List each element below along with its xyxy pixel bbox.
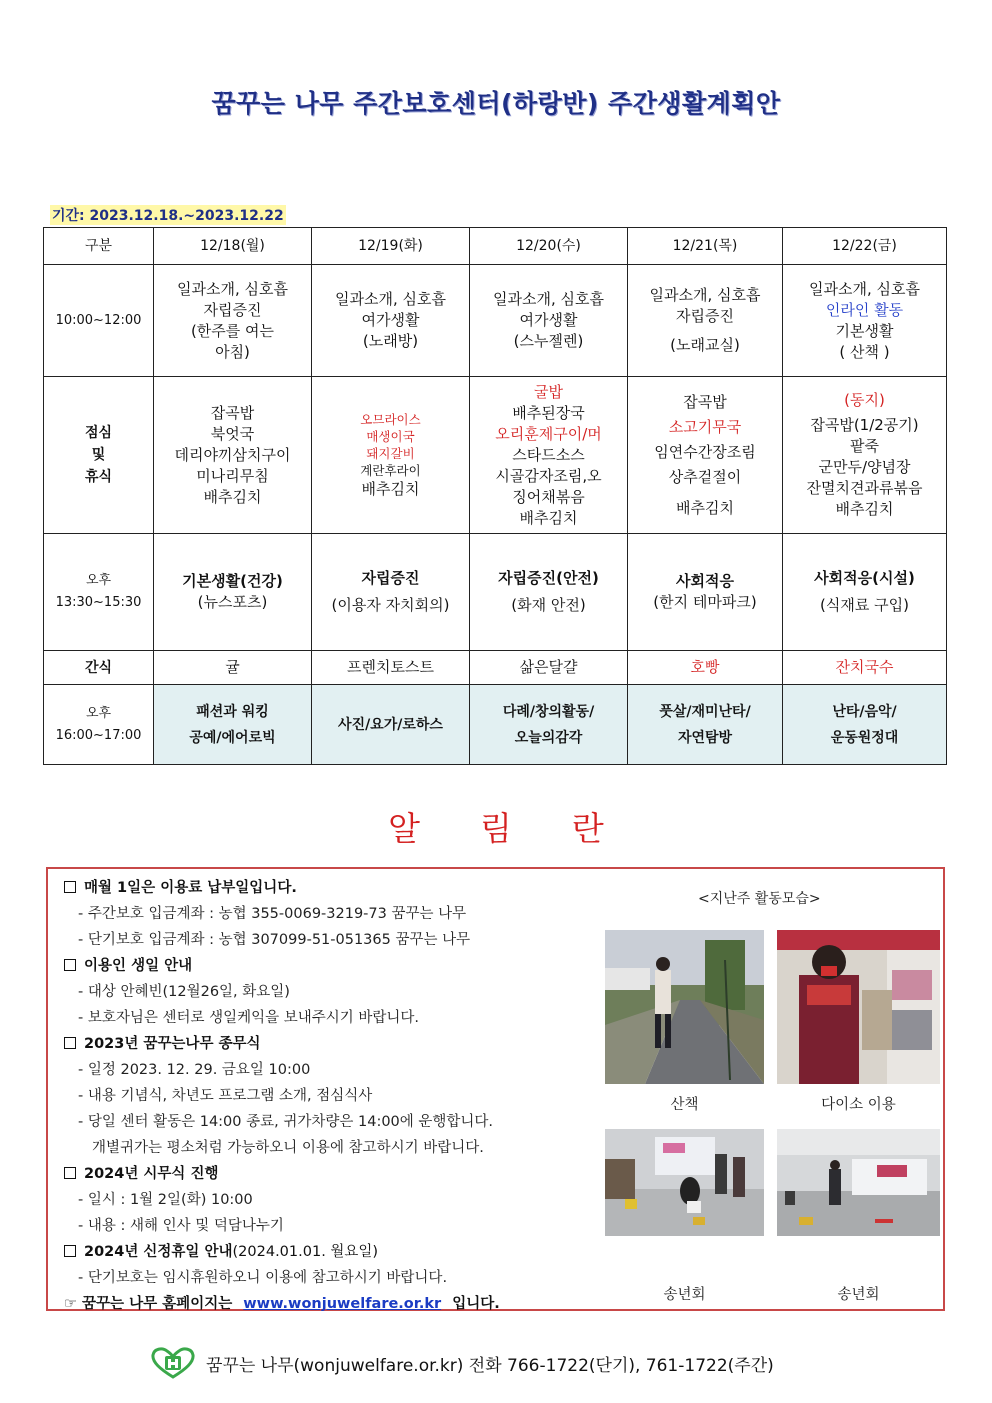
cell-lunch-wed [470, 377, 628, 534]
photo-party-2-label: 송년회 [837, 1287, 880, 1303]
cell-am-wed [470, 265, 628, 377]
notice-list [64, 875, 604, 1317]
cell-line: 데리야끼삼치구이 [174, 445, 291, 464]
notice-item: - 내용 기념식, 차년도 프로그램 소개, 점심식사 [78, 1088, 373, 1104]
notice-head-text: 2023년 꿈꾸는나무 종무식 [84, 1036, 261, 1052]
cell-line: 일과소개, 심호흡 [177, 279, 288, 298]
header-category: 구분 [44, 228, 154, 265]
cell-line: 아침) [215, 342, 250, 361]
cell-line: (화재 안전) [511, 596, 586, 614]
photo-party-2 [777, 1129, 940, 1236]
notice-item: - 일시 : 1월 2일(화) 10:00 [78, 1192, 253, 1208]
photo-walk-label: 산책 [670, 1097, 699, 1113]
cell-line: 소고기무국 [668, 417, 742, 436]
cell-line: 휴식 [84, 469, 113, 485]
cell-line: 난타/음악/ [832, 703, 897, 720]
cell-snack-thu: 호빵 [628, 651, 783, 685]
cell-line: 자립증진 [203, 300, 262, 319]
notice-item: - 당일 센터 활동은 14:00 종료, 귀가차량은 14:00에 운행합니다. [78, 1114, 494, 1130]
cell-line: 시골감자조림,오 [495, 466, 602, 485]
schedule-row-afternoon-2 [44, 685, 947, 765]
cell-line: 계란후라이 [360, 462, 421, 478]
schedule-row-snack [44, 651, 947, 685]
cell-line: 잡곡밥 [683, 392, 727, 411]
cell-line: 일과소개, 심호흡 [335, 290, 446, 308]
notice-section-head [64, 1161, 604, 1187]
photos-caption: <지난주 활동모습> [698, 891, 821, 907]
cell-line: 사진/요가/로하스 [338, 716, 443, 733]
cell-line: 배추김치 [361, 479, 420, 498]
row-label-afternoon-2 [44, 685, 154, 765]
checkbox-icon [64, 959, 76, 971]
checkbox-icon [64, 1167, 76, 1179]
cell-line: 공예/에어로빅 [189, 729, 276, 746]
cell-line: (한주를 여는 [190, 321, 275, 340]
homepage-line [64, 1291, 604, 1317]
cell-am-tue [312, 265, 470, 377]
cell-line: 일과소개, 심호흡 [493, 290, 604, 308]
notice-item: - 주간보호 입금계좌 : 농협 355-0069-3219-73 꿈꾸는 나무 [78, 906, 467, 922]
cell-line: 굴밥 [534, 382, 563, 401]
cell-lunch-tue [312, 377, 470, 534]
footer [150, 1347, 850, 1379]
cell-line: 스타드소스 [512, 445, 585, 464]
cell-pm2-tue [312, 685, 470, 765]
cell-pm2-mon [154, 685, 312, 765]
cell-line: 인라인 활동 [825, 300, 904, 319]
cell-line: (동지) [844, 391, 885, 409]
cell-line: 돼지갈비 [366, 445, 415, 461]
cell-line: 오늘의감각 [514, 729, 583, 746]
cell-line: 배추김치 [203, 487, 262, 506]
photo-daiso-label: 다이소 이용 [821, 1097, 896, 1113]
notice-item: - 단기보호는 임시휴원하오니 이용에 참고하시기 바랍니다. [78, 1270, 448, 1286]
cell-line: 팥죽 [850, 437, 879, 455]
cell-line: 오후 [85, 573, 112, 588]
checkbox-icon [64, 1037, 76, 1049]
logo-graphic [150, 1347, 196, 1379]
cell-line: 풋살/재미난타/ [659, 703, 751, 720]
cell-line: 잡곡밥 [210, 403, 255, 422]
cell-pm2-wed [470, 685, 628, 765]
schedule-row-lunch [44, 377, 947, 534]
photo-walk [605, 930, 764, 1084]
schedule-header-row [44, 228, 947, 265]
cell-line: 배추김치 [835, 500, 894, 518]
cell-line: 여가생활 [361, 311, 420, 329]
row-label-morning: 10:00~12:00 [44, 265, 154, 377]
cell-line: 점심 [84, 425, 113, 441]
cell-line: 사회적응(시설) [814, 569, 915, 587]
cell-pm1-thu [628, 534, 783, 651]
cell-pm1-wed [470, 534, 628, 651]
cell-line: 매생이국 [366, 428, 415, 444]
cell-line: 북엇국 [210, 424, 255, 443]
photo-party-1-image [605, 1129, 764, 1236]
notice-item: - 단기보호 입금계좌 : 농협 307099-51-051365 꿈꾸는 나무 [78, 932, 471, 948]
cell-line: 상추겉절이 [668, 467, 742, 486]
cell-line: (노래방) [362, 332, 419, 350]
notice-section-head [64, 953, 604, 979]
cell-line: 자연탐방 [677, 729, 733, 746]
notice-head-text: 2024년 시무식 진행 [84, 1166, 219, 1182]
photo-daiso [777, 930, 940, 1084]
cell-pm2-thu [628, 685, 783, 765]
row-label-afternoon-1 [44, 534, 154, 651]
cell-am-thu [628, 265, 783, 377]
notice-item: - 내용 : 새해 인사 및 덕담나누기 [78, 1218, 284, 1234]
notice-section-head [64, 1239, 604, 1265]
cell-snack-mon: 귤 [154, 651, 312, 685]
cell-line: 16:00~17:00 [55, 727, 142, 743]
cell-line: 배추김치 [676, 498, 734, 517]
cell-am-mon [154, 265, 312, 377]
notice-head-text: 2024년 신정휴일 안내 [84, 1244, 233, 1260]
cell-line: 임연수간장조림 [654, 442, 756, 461]
cell-pm1-mon [154, 534, 312, 651]
page-title: 꿈꾸는 나무 주간보호센터(하랑반) 주간생활계획안 [211, 89, 781, 118]
cell-line: 미나리무침 [196, 466, 269, 485]
header-day-thu: 12/21(목) [628, 228, 783, 265]
checkbox-icon [64, 1245, 76, 1257]
photo-daiso-image [777, 930, 940, 1084]
cell-line: 사회적응 [676, 572, 734, 590]
photo-party-2-image [777, 1129, 940, 1236]
notice-item: - 일정 2023. 12. 29. 금요일 10:00 [78, 1062, 311, 1078]
notice-head-text: 매월 1일은 이용료 납부일입니다. [84, 880, 297, 896]
cell-line: 일과소개, 심호흡 [649, 286, 761, 304]
cell-line: 배추김치 [519, 508, 578, 527]
notice-item: 개별귀가는 평소처럼 가능하오니 이용에 참고하시기 바랍니다. [92, 1140, 484, 1156]
cell-pm2-fri [783, 685, 947, 765]
schedule-row-afternoon-1 [44, 534, 947, 651]
notice-head-text: 이용인 생일 안내 [84, 958, 193, 974]
cell-line: 오후 [85, 705, 112, 721]
cell-line: 일과소개, 심호흡 [809, 279, 920, 298]
header-day-wed: 12/20(수) [470, 228, 628, 265]
cell-lunch-mon [154, 377, 312, 534]
cell-line: 및 [91, 447, 106, 463]
photo-party-1 [605, 1129, 764, 1236]
cell-line: (식재료 구입) [820, 596, 909, 614]
cell-line: (뉴스포츠) [197, 593, 268, 611]
cell-line: 잔멸치견과류볶음 [806, 479, 923, 497]
cell-lunch-fri [783, 377, 947, 534]
cell-line: ( 산책 ) [839, 342, 890, 361]
cell-line: 패션과 워킹 [196, 703, 269, 720]
cell-lunch-thu [628, 377, 783, 534]
footer-contact: 꿈꾸는 나무(wonjuwelfare.or.kr) 전화 766-1722(단기), 761-1722(주간) [206, 1356, 774, 1376]
checkbox-icon [64, 881, 76, 893]
cell-line: 잡곡밥(1/2공기) [810, 416, 919, 434]
cell-line: 자립증진 [361, 569, 420, 587]
cell-snack-fri: 잔치국수 [783, 651, 947, 685]
header-day-tue: 12/19(화) [312, 228, 470, 265]
photo-walk-image [605, 930, 764, 1084]
cell-line: (노래교실) [670, 336, 740, 354]
schedule-row-morning [44, 265, 947, 377]
header-day-mon: 12/18(월) [154, 228, 312, 265]
photo-party-1-label: 송년회 [663, 1287, 706, 1303]
cell-line: 여가생활 [519, 311, 578, 329]
cell-line: 오므라이스 [360, 411, 421, 427]
cell-snack-wed: 삶은달걀 [470, 651, 628, 685]
cell-pm1-tue [312, 534, 470, 651]
cell-am-fri [783, 265, 947, 377]
cell-line: 군만두/양념장 [818, 458, 911, 476]
cell-line: 다례/창의활동/ [502, 703, 595, 720]
row-label-snack: 간식 [44, 651, 154, 685]
cell-line: 기본생활 [835, 321, 894, 340]
cell-line: (스누젤렌) [513, 332, 584, 350]
header-day-fri: 12/22(금) [783, 228, 947, 265]
cell-line: 오리훈제구이/머 [495, 424, 602, 443]
cell-snack-tue: 프렌치토스트 [312, 651, 470, 685]
homepage-prefix: ☞ 꿈꾸는 나무 홈페이지는 [64, 1296, 233, 1312]
weekly-schedule-table [43, 227, 947, 765]
notice-section-head [64, 1031, 604, 1057]
cell-line: 자립증진(안전) [498, 569, 599, 587]
notice-title: 알림란 [388, 809, 664, 848]
notice-item: - 대상 안혜빈(12월26일, 화요일) [78, 984, 290, 1000]
cell-line: 기본생활(건강) [182, 572, 283, 590]
notice-head-suffix: (2024.01.01. 월요일) [232, 1244, 379, 1260]
homepage-link[interactable]: www.wonjuwelfare.or.kr [243, 1296, 442, 1312]
cell-line: 징어채볶음 [512, 487, 585, 506]
cell-line: (이용자 자치회의) [331, 596, 450, 614]
notice-item: - 보호자님은 센터로 생일케익을 보내주시기 바랍니다. [78, 1010, 420, 1026]
cell-line: 운동원정대 [830, 729, 899, 746]
notice-box [46, 867, 945, 1311]
tree-heart-logo-icon [150, 1347, 196, 1379]
schedule-period: 기간: 2023.12.18.~2023.12.22 [50, 205, 286, 225]
notice-section-head [64, 875, 604, 901]
row-label-lunch [44, 377, 154, 534]
homepage-suffix: 입니다. [452, 1296, 500, 1312]
cell-pm1-fri [783, 534, 947, 651]
cell-line: (한지 테마파크) [653, 593, 757, 611]
cell-line: 배추된장국 [512, 403, 585, 422]
cell-line: 자립증진 [676, 307, 734, 325]
cell-line: 13:30~15:30 [55, 595, 142, 610]
